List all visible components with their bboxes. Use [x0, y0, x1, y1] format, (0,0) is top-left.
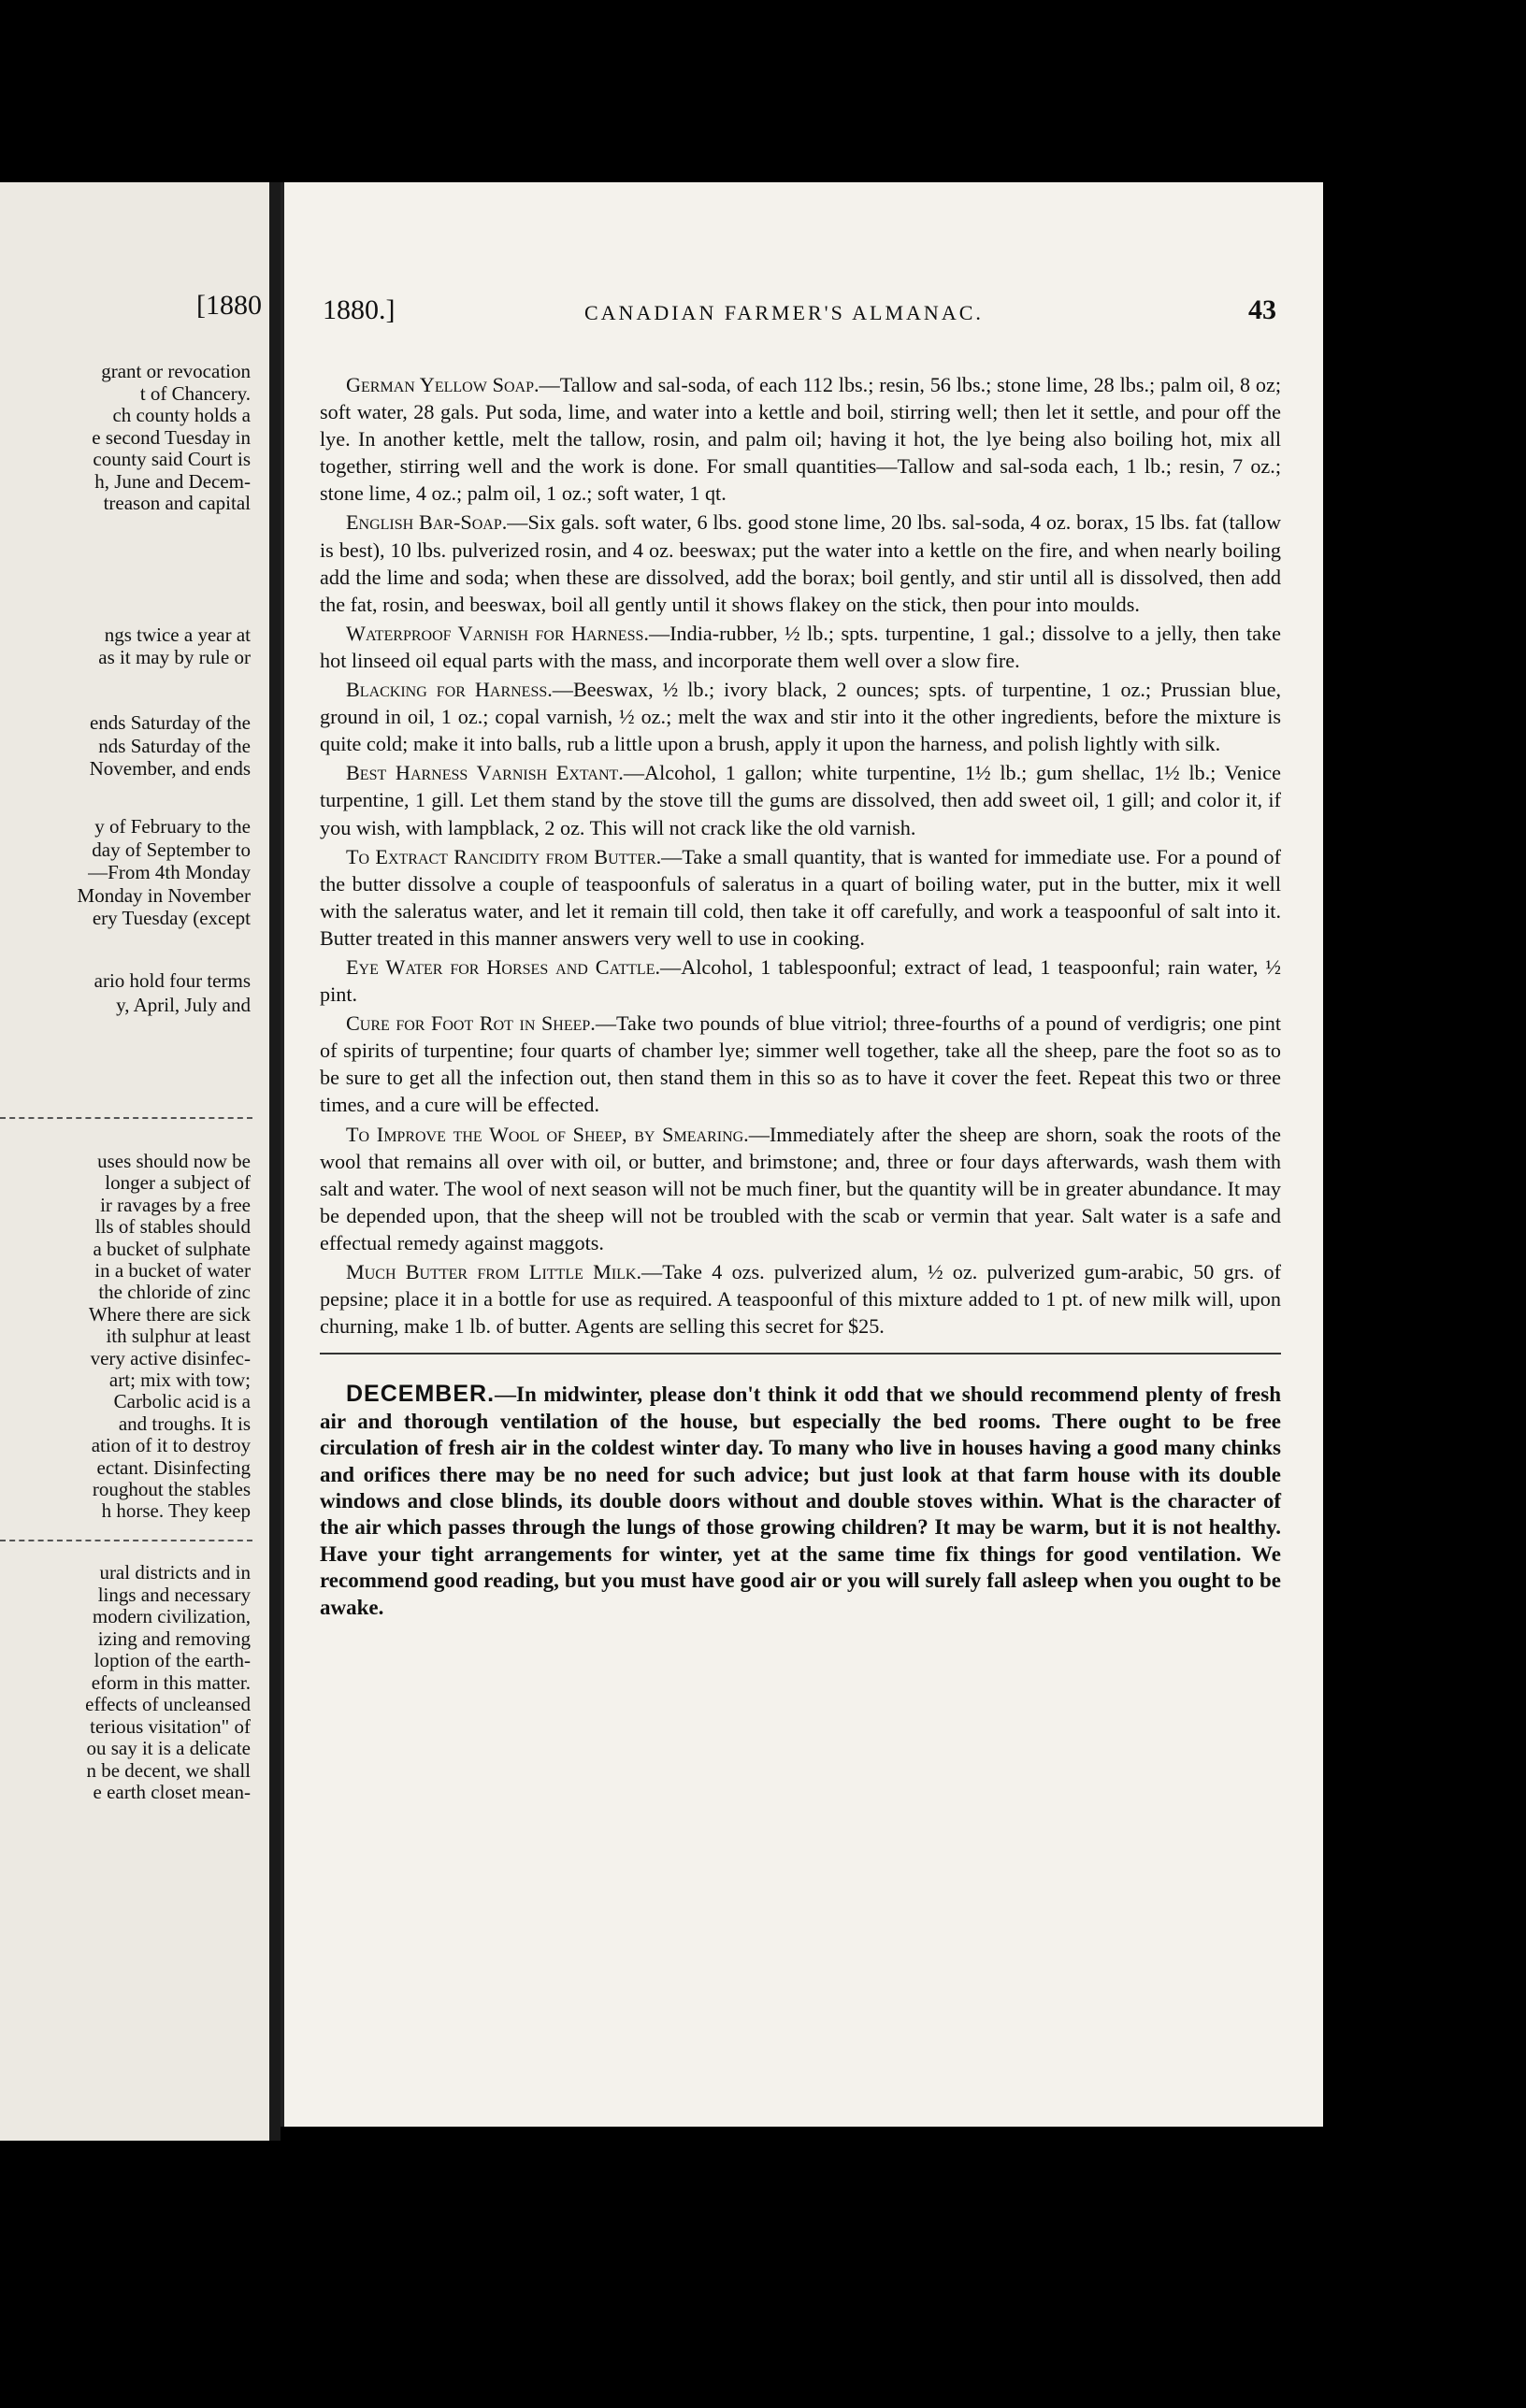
left-page-line: ir ravages by a free — [100, 1193, 251, 1216]
left-page-line: ends Saturday of the — [89, 711, 251, 734]
left-page-line: h horse. They keep — [101, 1499, 251, 1523]
left-page-line: longer a subject of — [105, 1171, 251, 1195]
left-page-rule — [0, 1117, 252, 1119]
left-page-line: November, and ends — [89, 757, 251, 780]
recipe-text: —Alcohol, 1 gallon; white turpentine, 1½ lb.; gum shellac, 1½ lb.; Venice turpentine, 1 gill. Let them stand by the stove till the gums are dissolved, then add sweet oil, 1 gill; and color it, if you wish, with lampblack, 2 oz. This will not crack like the old varnish. — [320, 761, 1281, 839]
recipe-paragraph — [320, 843, 1281, 952]
december-heading: DECEMBER. — [346, 1381, 496, 1408]
recipe-title: German Yellow Soap. — [346, 373, 540, 396]
left-page-line: grant or revocation — [101, 360, 251, 382]
recipe-text: —Six gals. soft water, 6 lbs. good stone lime, 20 lbs. sal-soda, 4 oz. borax, 15 lbs. fat (tallow is best), 10 lbs. pulverized rosin, and 4 oz. beeswax; put the water into a kettle on the fire, and when nearly boiling add the lime and soda; when these are dissolved, add the borax; boil gently, and stir until all is dissolved, then add the fat, rosin, and beeswax, boil all gently until it shows flakey on the stick, then pour into moulds. — [320, 510, 1281, 616]
recipe-title: Eye Water for Horses and Cattle. — [346, 954, 661, 979]
recipe-paragraph — [320, 759, 1281, 840]
header-year: 1880.] — [323, 294, 396, 325]
left-page-line: ery Tuesday (except — [92, 907, 251, 929]
left-page-line: ural districts and in — [99, 1561, 251, 1584]
page-gutter — [269, 182, 281, 2141]
left-page-line: uses should now be — [97, 1150, 251, 1172]
left-page-line: y of February to the — [94, 815, 251, 838]
left-page-line: ch county holds a — [112, 404, 251, 426]
left-page-line: lls of stables should — [94, 1215, 251, 1239]
recipe-title: Much Butter from Little Milk. — [346, 1260, 642, 1283]
left-page-line: ith sulphur at least — [106, 1325, 251, 1348]
header-title: CANADIAN FARMER'S ALMANAC. — [584, 301, 984, 324]
recipe-title: Waterproof Varnish for Harness. — [346, 621, 649, 645]
recipe-text: —Beeswax, ½ lb.; ivory black, 2 ounces; spts. of turpentine, 1 oz.; Prussian blue, ground in oil, 1 oz.; copal varnish, ½ oz.; melt the wax and stir into it the other ingredients, before the mixture is quite cold; make it into balls, rub a little upon a brush, apply it upon the harness, and polish lightly with silk. — [320, 678, 1281, 756]
left-page-line: art; mix with tow; — [108, 1369, 251, 1391]
recipe-paragraph — [320, 620, 1281, 674]
recipe-paragraph — [320, 953, 1281, 1008]
left-page-line: terious visitation" of — [90, 1714, 251, 1738]
left-page-line: izing and removing — [97, 1627, 251, 1650]
left-page-line: very active disinfec- — [90, 1346, 251, 1369]
recipe-paragraph — [320, 1010, 1281, 1118]
left-page-line: ngs twice a year at — [104, 624, 251, 646]
left-page-line: e second Tuesday in — [92, 425, 251, 449]
left-page-line: day of September to — [92, 838, 251, 861]
recipe-title: To Improve the Wool of Sheep, by Smearing. — [346, 1122, 749, 1146]
december-text: —In midwinter, please don't think it odd that we should recommend plenty of fresh air and thorough ventilation of the house, but especially the bed rooms. There ought to be free circulation of fresh air in the coldest winter day. To many who live in houses having a good many chinks and orifices there may be no need for such advice; but just look at that farm house with its double windows and close blinds, its double doors without and double stoves within. What is the character of the air which passes through the lungs of those growing children? It may be warm, but it is not healthy. Have your tight arrangements for winter, yet at the same time fix things for good ventilation. We recommend good reading, but you must have good air or you will surely fall asleep when you ought to be awake. — [320, 1383, 1281, 1619]
recipe-title: Cure for Foot Rot in Sheep. — [346, 1011, 596, 1036]
left-page-line: n be decent, we shall — [86, 1758, 251, 1782]
left-page-line: roughout the stables — [92, 1478, 251, 1500]
left-page-line: the chloride of zinc — [98, 1281, 251, 1304]
left-page-line: eform in this matter. — [91, 1670, 251, 1694]
left-page-line: nds Saturday of the — [98, 734, 251, 757]
left-page-rule — [0, 1540, 252, 1541]
recipes-column — [320, 371, 1281, 1642]
page-border — [281, 182, 284, 2127]
recipe-paragraph — [320, 1258, 1281, 1340]
left-page-line: loption of the earth- — [94, 1649, 251, 1671]
december-paragraph — [320, 1381, 1281, 1621]
left-page — [0, 182, 269, 2141]
left-page-line: e earth closet mean- — [93, 1781, 251, 1803]
left-page-line: in a bucket of water — [94, 1259, 251, 1282]
recipe-text: —India-rubber, ½ lb.; spts. turpentine, 1 gal.; dissolve to a jelly, then take hot linseed oil equal parts with the mass, and incorporate them well over a slow fire. — [320, 621, 1281, 672]
recipe-title: Blacking for Harness. — [346, 678, 553, 702]
left-page-header: [1880 — [196, 290, 262, 321]
section-divider — [320, 1353, 1281, 1354]
left-page-line: Where there are sick — [88, 1302, 251, 1326]
left-page-line: effects of uncleansed — [85, 1693, 251, 1715]
recipe-text: —Take a small quantity, that is wanted for immediate use. For a pound of the butter dissolve a couple of teaspoonfuls of saleratus in a quart of boiling water, put in the butter, mix it well with the saleratus water, and let it remain till cold, then take it off carefully, and work a teaspoonful of salt into it. Butter treated in this manner answers very well to use in cooking. — [320, 844, 1281, 950]
recipe-text: —Immediately after the sheep are shorn, soak the roots of the wool that remains all over with oil, or butter, and brimstone; and, three or four days afterwards, wash them with salt and water. The wool of next season will not be much finer, but the quantity will be in greater abundance. It may be depended upon, that the sheep will not be troubled with the scab or vermin that year. Salt water is a safe and effectual remedy against maggots. — [320, 1122, 1281, 1254]
left-page-line: lings and necessary — [97, 1583, 251, 1606]
left-page-line: Carbolic acid is a — [113, 1390, 251, 1413]
left-page-line: —From 4th Monday — [88, 861, 251, 883]
left-page-line: t of Chancery. — [139, 381, 251, 405]
recipe-title: To Extract Rancidity from Butter. — [346, 844, 662, 868]
left-page-line: ario hold four terms — [94, 969, 251, 992]
left-page-line: ou say it is a delicate — [86, 1737, 251, 1759]
left-page-line: ectant. Disinfecting — [96, 1455, 251, 1479]
left-page-line: as it may by rule or — [98, 646, 251, 668]
recipe-text: —Alcohol, 1 tablespoonful; extract of lead, 1 teaspoonful; rain water, ½ pint. — [320, 954, 1281, 1007]
recipe-paragraph — [320, 676, 1281, 757]
recipe-paragraph — [320, 1121, 1281, 1256]
recipe-paragraph — [320, 371, 1281, 507]
left-page-line: Monday in November — [77, 883, 251, 907]
recipe-title: Best Harness Varnish Extant. — [346, 761, 624, 785]
recipe-text: —Take two pounds of blue vitriol; three-fourths of a pound of verdigris; one pint of spirits of turpentine; four quarts of chamber lye; simmer well together, take all the sheep, pare the foot so as to be sure to get all the infection out, then stand them in this so as to have it cover the feet. Repeat this two or three times, and a cure will be effected. — [320, 1011, 1281, 1117]
recipe-title: English Bar-Soap. — [346, 510, 508, 535]
left-page-line: h, June and Decem- — [94, 469, 251, 493]
left-page-line: county said Court is — [93, 448, 251, 470]
left-page-line: treason and capital — [103, 492, 251, 514]
recipe-paragraph — [320, 509, 1281, 617]
page-number: 43 — [1248, 294, 1276, 325]
left-page-line: y, April, July and — [116, 994, 251, 1016]
recipe-text: —Tallow and sal-soda, of each 112 lbs.; resin, 56 lbs.; stone lime, 28 lbs.; palm oil, 8 oz; soft water, 28 gals. Put soda, lime, and water into a kettle and boil, stirring well; then let it settle, and pour off the lye. In another kettle, melt the tallow, rosin, and palm oil; having it hot, the lye being also boiling hot, mix all together, stirring well and the work is done. For small quantities—Tallow and sal-soda each, 1 lb.; resin, 7 oz.; stone lime, 4 oz.; palm oil, 1 oz.; soft water, 1 qt. — [320, 373, 1282, 506]
left-page-line: ation of it to destroy — [91, 1434, 251, 1457]
left-page-line: a bucket of sulphate — [93, 1237, 251, 1260]
left-page-line: and troughs. It is — [118, 1412, 251, 1435]
recipe-text: —Take 4 ozs. pulverized alum, ½ oz. pulverized gum-arabic, 50 grs. of pepsine; place it in a bottle for use as required. A teaspoonful of this mixture added to 1 pt. of new milk will, upon churning, make 1 lb. of butter. Agents are selling this secret for $25. — [320, 1260, 1281, 1339]
left-page-line: modern civilization, — [92, 1605, 251, 1627]
right-page — [281, 182, 1323, 2127]
